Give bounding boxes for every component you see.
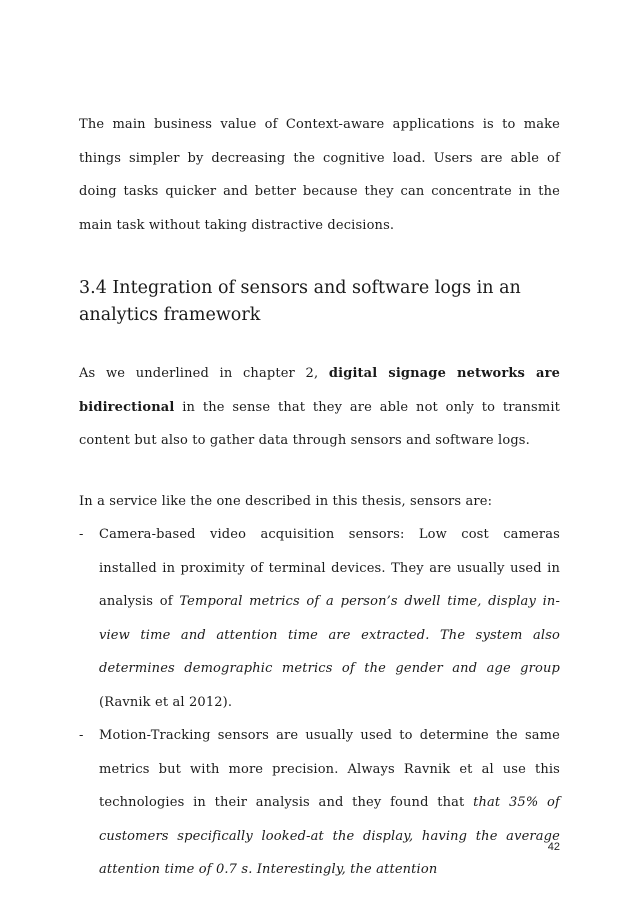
list-item-text: Motion-Tracking sensors are usually used to determine the same metrics but with more precision. Always Ravnik et al use this technologies in their analysis and they found that bbox=[99, 728, 560, 810]
paragraph-bidirectional-after: in the sense that they are able not only to transmit content but also to gather data through sensors and software logs. bbox=[79, 399, 560, 448]
list-item bbox=[79, 518, 560, 719]
list-dash: - bbox=[79, 728, 84, 743]
paragraph-bidirectional-before: As we underlined in chapter 2, bbox=[79, 366, 329, 381]
list-item-italic-text: that 35% of customers specifically looked-at the display, having the average attention time of 0.7 s. Interestingly, the attention bbox=[99, 795, 560, 877]
paragraph-bidirectional-bold: digital signage networks are bidirectional bbox=[79, 366, 561, 415]
list-dash: - bbox=[79, 527, 84, 542]
list-item-text: Camera-based video acquisition sensors: Low cost cameras installed in proximity of terminal devices. They are usually used in analysis of bbox=[99, 527, 560, 609]
list-item-italic-text: Temporal metrics of a person’s dwell time, display in-view time and attention time are extracted. The system also determines demographic metrics of the gender and age group bbox=[99, 594, 560, 676]
list-item bbox=[79, 719, 560, 887]
paragraph-context-aware: The main business value of Context-aware applications is to make things simpler by decreasing the cognitive load. Users are able of doing tasks quicker and better because they can concentrate in the main task without taking distractive decisions. bbox=[79, 117, 560, 233]
section-heading: 3.4 Integration of sensors and software logs in an analytics framework bbox=[79, 278, 521, 325]
page-number: 42 bbox=[547, 841, 560, 853]
sensor-list bbox=[79, 518, 560, 887]
paragraph-sensors-intro: In a service like the one described in this thesis, sensors are: bbox=[79, 494, 493, 509]
paragraph-bidirectional bbox=[79, 357, 560, 458]
list-item-citation: (Ravnik et al 2012). bbox=[99, 694, 233, 710]
